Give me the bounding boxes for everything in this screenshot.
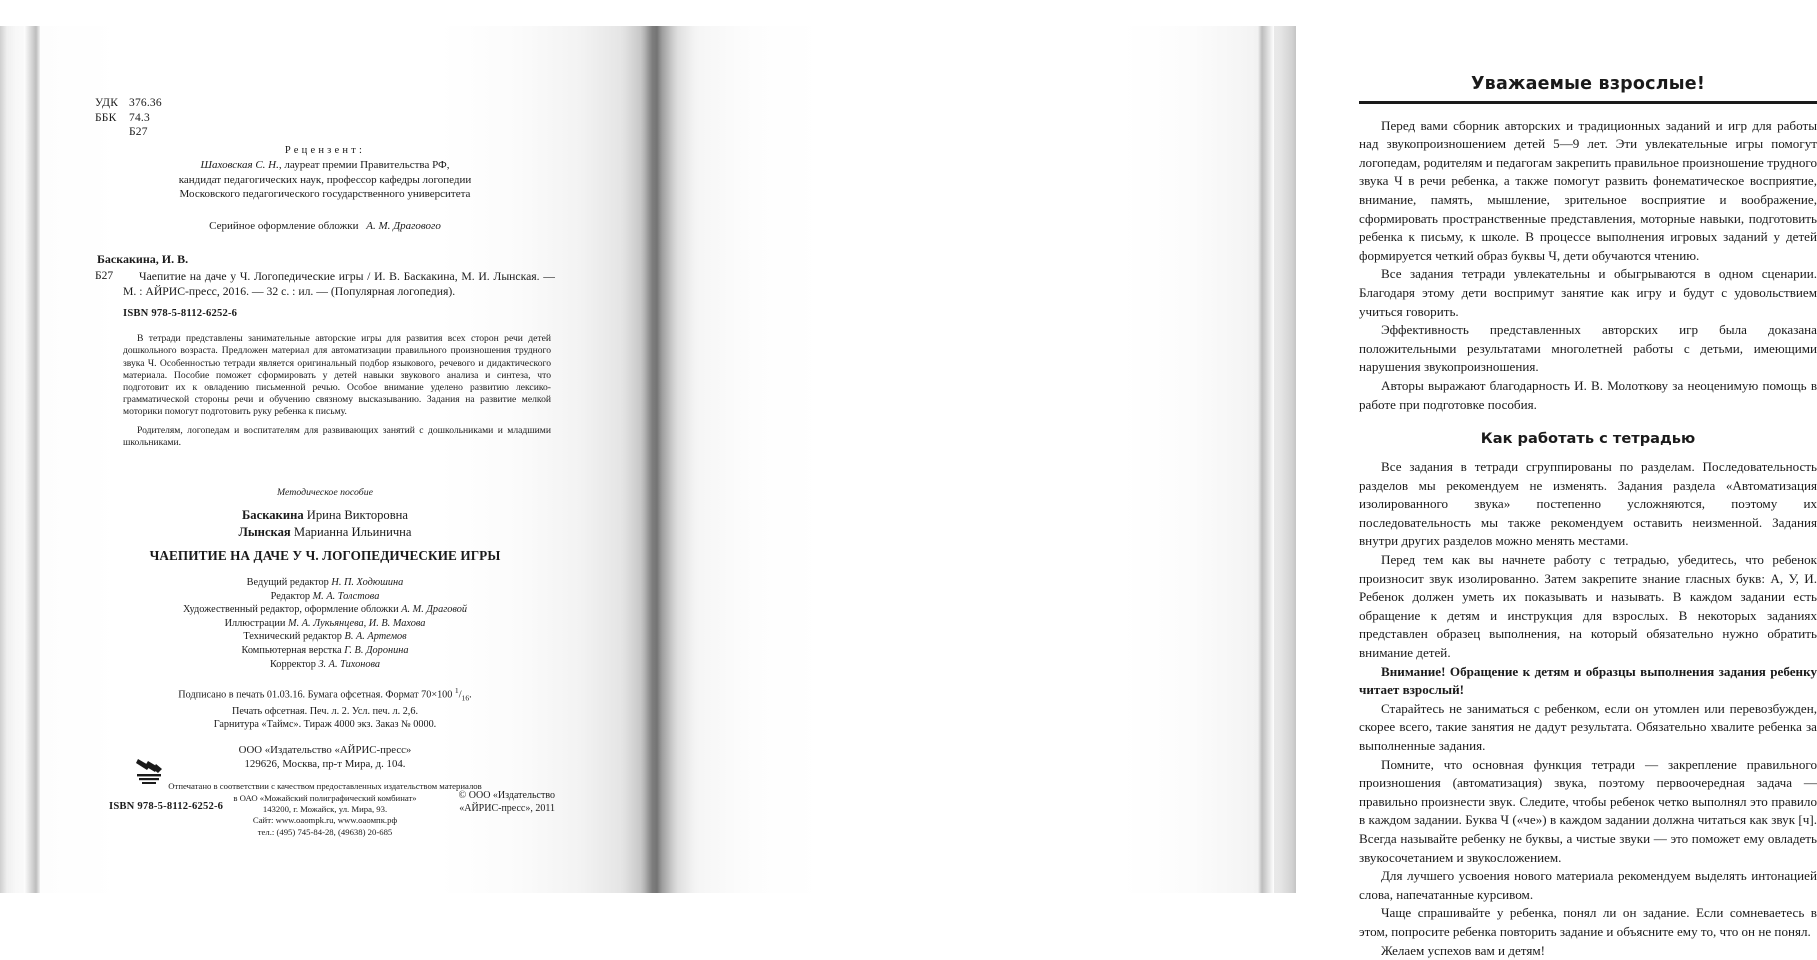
intro-paragraph: Эффективность представленных авторских игр была доказана положительными результатами многолетней работы с детьми, имеющими нарушения звукопроизношения. [1359,322,1817,375]
copyright-line-2: «АЙРИС-пресс», 2011 [459,803,555,815]
publisher-name: ООО «Издательство «АЙРИС-пресс» [238,743,412,756]
printer-logo-icon [134,757,168,787]
staff-row [95,644,555,658]
bbk-label: ББК [95,111,117,124]
howto-paragraph: Перед тем как вы начнете работу с тетрадью, убедитесь, что ребенок произносит звук изолированно. Затем закрепите знание гласных букв: А, У, И. Ребенок должен уметь их показывать и называть. В каждом задании есть обращение к детям и инструкция для взрослых. В некоторых заданиях представлен образец выполнения, на который обязательно нужно обратить внимание детей. [1359,552,1817,661]
series-design-line [95,220,555,232]
reviewer-line-2: кандидат педагогических наук, профессор кафедры логопедии [178,173,472,186]
title-divider [1359,101,1817,104]
colophon-authors [95,507,555,540]
book-title: ЧАЕПИТИЕ НА ДАЧЕ У Ч. ЛОГОПЕДИЧЕСКИЕ ИГРЫ [149,548,501,563]
reviewer-title: лауреат премии Правительства РФ, [281,159,450,172]
howto-paragraph-closing: Желаем успехов вам и детям! [1381,942,1546,958]
printer-name: в ОАО «Можайский полиграфический комбинат» [233,792,417,803]
left-page [0,0,652,915]
print-line-1: Подписано в печать 01.03.16. Бумага офсетная. Формат 70×100 $^1/_{16}$. [178,686,472,703]
staff-role: Технический редактор [243,631,342,643]
colophon-author-2 [95,524,555,541]
classification-block [95,96,555,140]
shelf-code: Б27 [129,126,148,139]
intro-paragraph: Все задания тетради увлекательны и обыгрываются в одном сценарии. Благодаря этому дети воспримут занятие как игру и будут с удовольствием учиться говорить. [1359,266,1817,319]
left-page-content [95,96,555,449]
staff-name: З. А. Тихонова [318,658,381,670]
author-1-surname: Баскакина [241,508,304,522]
staff-row [95,630,555,644]
howto-paragraph: Старайтесь не заниматься с ребенком, если он утомлен или перевозбужден, скорее всего, такие занятия не дадут результата. Обязательно хвалите ребенка за выполненные задания. [1359,700,1817,753]
howto-text [1359,458,1817,960]
howto-paragraph: Помните, что основная функция тетради — закрепление правильного произношения (автоматизация) звука, поэтому первоочередная задача — правильно произнести звук. Следите, чтобы ребенок четко выполнял это правило в каждом задании. Буква Ч («че») в каждом задании должна читаться как звук [ч]. Всегда называйте ребенку не буквы, а чистые звуки — это поможет ему овладеть звукосочетанием и звукосложением. [1359,756,1817,865]
author-heading: Баскакина, И. В. [97,251,189,266]
publisher-address: 129626, Москва, пр-т Мира, д. 104. [244,758,406,770]
bibliographic-description [95,269,555,299]
staff-name: М. А. Толстова [312,590,380,602]
printer-phone: тел.: (495) 745-84-28, (49638) 20-685 [257,826,393,837]
page-title: Уважаемые взрослые! [1470,74,1706,94]
staff-role: Редактор [270,590,311,602]
right-page-content [1359,74,1817,960]
howto-paragraph: Чаще спрашивайте у ребенка, понял ли он задание. Если сомневаетесь в этом, попросите ребенка повторить задание и объясните ему то, что он не понял. [1359,905,1817,939]
printer-quality-note: Отпечатано в соответствии с качеством предоставленных издательством материалов [168,781,482,792]
udk-row [95,96,555,111]
intro-paragraph: Авторы выражают благодарность И. В. Молоткову за неоценимую помощь в работе при подготовке пособия. [1359,377,1817,412]
staff-name: Г. В. Доронина [344,644,409,656]
biblio-text: Чаепитие на даче у Ч. Логопедические игры / И. В. Баскакина, М. И. Лынская. — М. : АЙРИС-пресс, 2016. — 32 с. : ил. — (Популярная логопедия). [123,269,555,298]
staff-row [95,603,555,617]
staff-name: Н. П. Ходюшина [331,577,404,588]
udk-value: 376.36 [129,97,162,109]
howto-paragraph: Все задания в тетради сгруппированы по разделам. Последовательность разделов мы рекомендуем не изменять. Задания раздела «Автоматизация изолированного звука» постепенно усложняются, поэтому их последовательность мы также рекомендуем оставить неизменной. Задания внутри других разделов можно менять местами. [1359,459,1817,549]
reviewer-line-3: Московского педагогического государственного университета [179,188,471,201]
printer-address: 143200, г. Можайск, ул. Мира, 93. [262,804,388,815]
annotation-block [95,333,555,449]
publication-kind: Методическое пособие [277,487,373,498]
staff-role: Ведущий редактор [246,577,329,588]
bbk-row [95,111,555,126]
format-numerator: 1 [454,686,459,696]
staff-row [95,658,555,672]
howto-paragraph-attention: Внимание! Обращение к детям и образцы выполнения задания ребенку читает взрослый! [1359,663,1817,698]
annotation-paragraph: В тетради представлены занимательные авторские игры для развития всех сторон речи детей дошкольного возраста. Предложен материал для автоматизации правильного произношения трудного звука Ч. Особенностью тетради является оригинальный подбор языкового, речевого и дидактического материала. Пособие поможет сформировать у детей навыки звукового анализа и синтеза, что подготовит их к овладению письменной речью. Особое внимание уделено развитию лексико-грамматической стороны речи и обучению связному высказыванию. Задания на развитие мелкой моторики помогут подготовить руку ребенка к письму. [123,333,551,418]
reviewer-heading: Рецензент: [284,144,366,156]
intro-text [1359,117,1817,415]
staff-row [95,617,555,631]
copyright-notice [459,789,555,816]
staff-row [95,590,555,604]
staff-role: Компьютерная верстка [241,644,342,656]
author-2-name: Марианна Ильинична [293,524,412,539]
staff-row [95,576,555,590]
reviewer-block [95,144,555,202]
biblio-code: Б27 [95,269,114,282]
print-line-1-end: . [469,689,472,701]
author-1-name: Ирина Викторовна [306,508,408,522]
reviewer-line-1 [95,158,555,173]
isbn-top: ISBN 978-5-8112-6252-6 [123,308,238,320]
isbn-bottom: ISBN 978-5-8112-6252-6 [109,801,224,812]
howto-paragraph: Для лучшего усвоения нового материала рекомендуем выделять интонацией слова, напечатанные курсивом. [1359,868,1817,902]
annotation-paragraph: Родителям, логопедам и воспитателям для развивающих занятий с дошкольниками и младшими школьниками. [123,424,551,448]
staff-role: Корректор [269,658,316,670]
shelf-code-row [95,125,555,140]
series-design-label: Серийное оформление обложки [209,219,359,232]
print-line-3: Гарнитура «Таймс». Тираж 4000 экз. Заказ № 0000. [213,719,437,731]
series-design-name: А. М. Драгового [366,219,441,232]
print-signed-format: Подписано в печать 01.03.16. Бумага офсетная. Формат 70×100 [178,689,455,701]
print-line-2: Печать офсетная. Печ. л. 2. Усл. печ. л. 2,6. [231,705,418,717]
staff-name: В. А. Артемов [344,631,407,643]
bbk-value: 74.3 [129,111,150,124]
intro-paragraph: Перед вами сборник авторских и традиционных заданий и игр для работы над звукопроизношением детей 5—9 лет. Эти увлекательные игры помогут логопедам, родителям и педагогам закрепить правильное произношение трудного звука Ч в речи ребенка, а также помогут развить фонематическое восприятие, внимание, память, мышление, зрительное восприятие и воображение, сформировать пространственные представления, моторные навыки, подготовить ребенка к письму, к школе. В процессе выполнения игровых заданий у детей формируется четкий образ буквы Ч, дети обучаются чтению. [1359,117,1817,263]
format-denominator: 16 [461,693,470,703]
copyright-line-1: © ООО «Издательство [458,790,555,801]
staff-credits [95,576,555,671]
reviewer-name: Шаховская С. Н., [200,159,282,172]
staff-name: А. М. Драговой [401,604,468,616]
staff-role: Художественный редактор, оформление обложки [182,604,399,616]
printer-website: Сайт: www.oaompk.ru, www.оаомпк.рф [252,815,398,826]
author-2-surname: Лынская [238,524,291,539]
udk-label: УДК [95,97,119,109]
section-heading-how-to-work: Как работать с тетрадью [1480,430,1696,448]
staff-role: Иллюстрации [224,617,286,629]
right-page [652,0,1817,958]
staff-name: М. А. Лукьянцева, И. В. Махова [288,617,426,629]
colophon-author-1 [95,507,555,524]
print-info [95,684,555,732]
